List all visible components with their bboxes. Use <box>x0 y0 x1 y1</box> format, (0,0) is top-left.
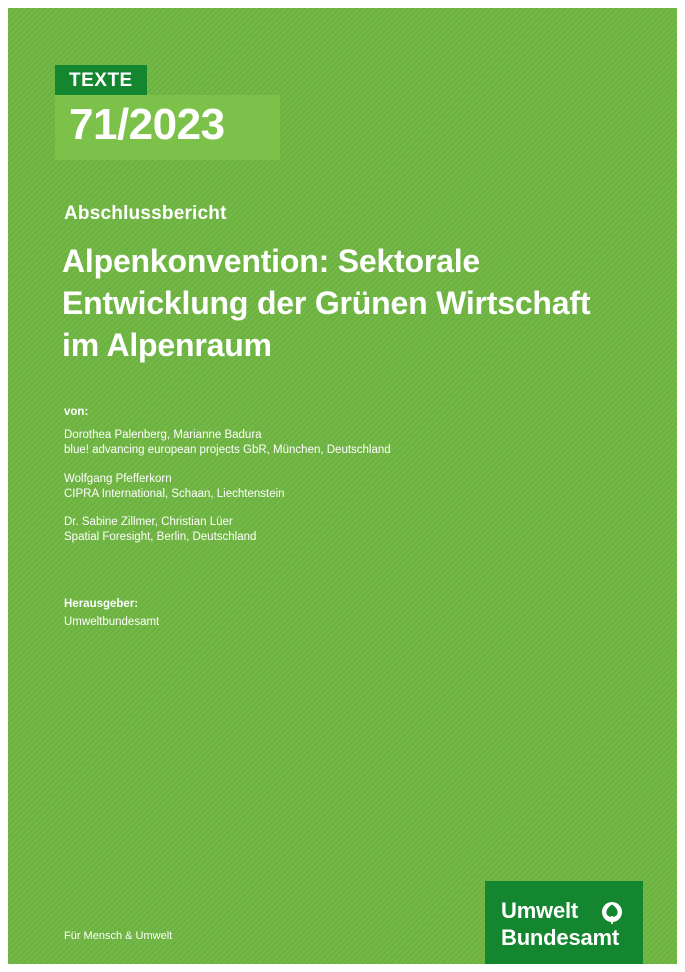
author-affiliation: CIPRA International, Schaan, Liechtenstein <box>64 487 285 500</box>
umweltbundesamt-logo <box>485 881 643 964</box>
series-badge-texte: TEXTE <box>55 65 147 95</box>
issue-number: 71/2023 <box>55 95 280 160</box>
authors-label: von: <box>64 406 89 418</box>
page-title: Alpenkonvention: Sektorale Entwicklung der Grünen Wirtschaft im Alpenraum <box>62 243 591 364</box>
author-group <box>64 428 514 459</box>
author-names: Dr. Sabine Zillmer, Christian Lüer <box>64 516 233 529</box>
report-type: Abschlussbericht <box>64 203 227 224</box>
publisher-name: Umweltbundesamt <box>64 616 160 629</box>
publisher-label: Herausgeber: <box>64 598 139 610</box>
logo-line-2: Bundesamt <box>501 924 619 950</box>
authors-block <box>64 406 514 559</box>
author-names: Dorothea Palenberg, Marianne Badura <box>64 429 262 441</box>
tagline: Für Mensch & Umwelt <box>64 930 173 942</box>
logo-line-1: Umwelt <box>501 898 579 923</box>
author-affiliation: Spatial Foresight, Berlin, Deutschland <box>64 531 257 544</box>
tree-icon <box>599 901 625 927</box>
publisher-block <box>64 596 159 630</box>
report-cover <box>8 8 677 964</box>
author-group <box>64 515 514 546</box>
author-group <box>64 472 514 503</box>
author-names: Wolfgang Pfefferkorn <box>64 472 172 485</box>
author-affiliation: blue! advancing european projects GbR, München, Deutschland <box>64 444 391 457</box>
series-badge-block <box>55 65 280 160</box>
